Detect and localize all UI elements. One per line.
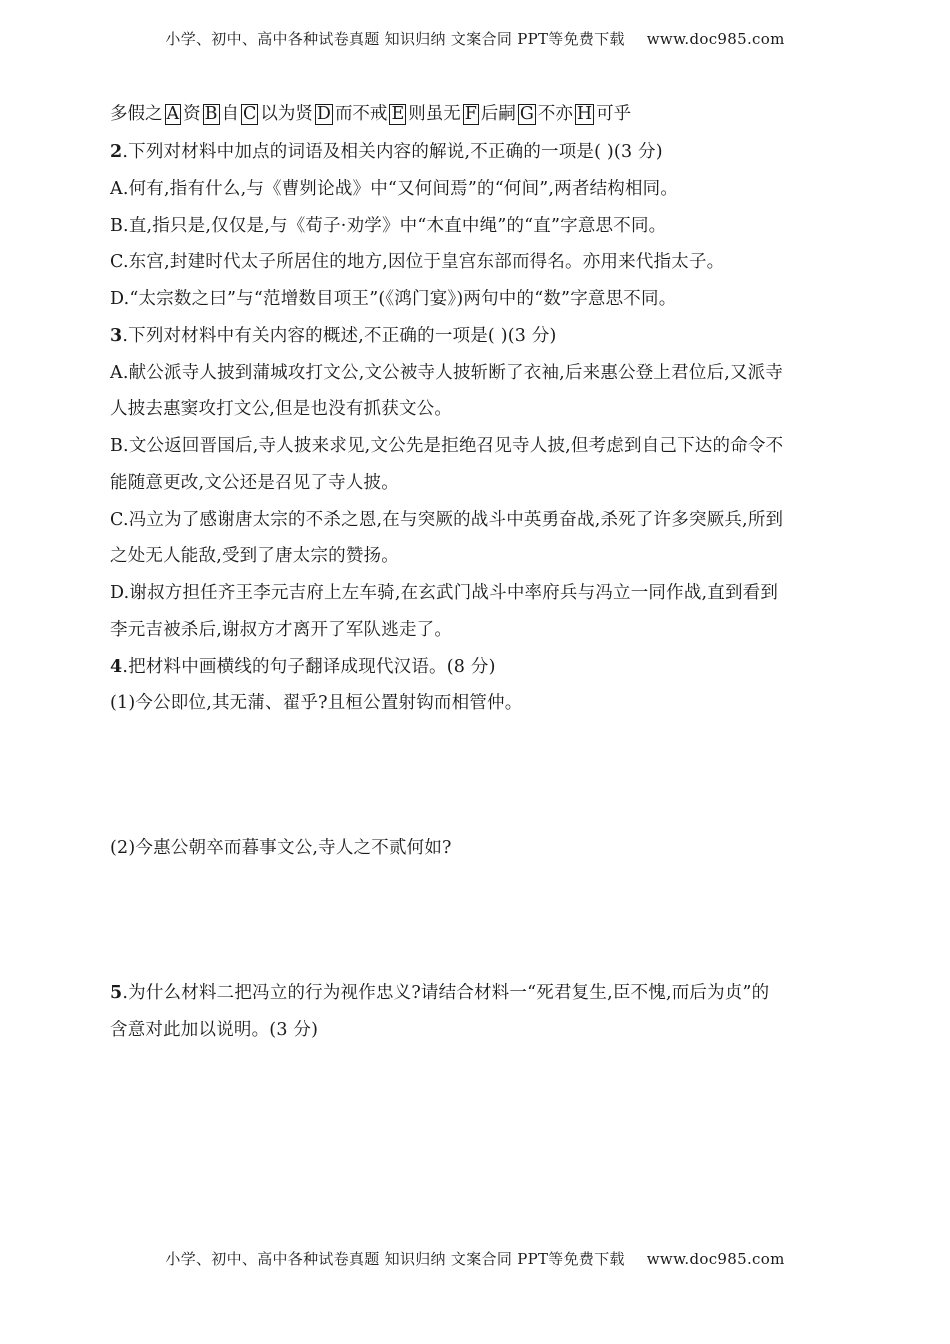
question-4-stem <box>110 655 496 679</box>
question-3-option-b-line2: 能随意更改,文公还是召见了寺人披。 <box>110 473 399 493</box>
break-marker-box: B <box>204 104 218 124</box>
text-segment: 可乎 <box>596 104 632 124</box>
question-4-sentence-1: (1)今公即位,其无蒲、翟乎?且桓公置射钩而相管仲。 <box>110 693 523 713</box>
question-text: .把材料中画横线的句子翻译成现代汉语。(8 分) <box>122 657 496 677</box>
question-2-option-a: A.何有,指有什么,与《曹刿论战》中“又何间焉”的“何间”,两者结构相同。 <box>110 179 679 199</box>
question-3-stem <box>110 324 557 348</box>
question-3-option-d-line2: 李元吉被杀后,谢叔方才离开了军队逃走了。 <box>110 620 453 640</box>
question-number: 2 <box>110 142 123 162</box>
break-marker-box: H <box>576 104 593 124</box>
break-marker-box: D <box>316 104 331 124</box>
text-segment: 不亦 <box>537 104 573 124</box>
question-4-sentence-2: (2)今惠公朝卒而暮事文公,寺人之不贰何如? <box>110 838 452 858</box>
question-3-option-c-line1: C.冯立为了感谢唐太宗的不杀之恩,在与突厥的战斗中英勇奋战,杀死了许多突厥兵,所到 <box>110 510 784 530</box>
question-2-stem <box>110 140 663 164</box>
footer-text: 小学、初中、高中各种试卷真题 知识归纳 文案合同 PPT等免费下载 <box>165 1250 625 1268</box>
question-text: .为什么材料二把冯立的行为视作忠义?请结合材料一“死君复生,臣不愧,而后为贞”的 <box>122 983 770 1003</box>
break-marker-box: A <box>166 104 180 124</box>
question-2-option-c: C.东宫,封建时代太子所居住的地方,因位于皇宫东部而得名。亦用来代指太子。 <box>110 252 725 272</box>
text-segment: 资 <box>183 104 201 124</box>
question-2-option-b: B.直,指只是,仅仅是,与《荀子·劝学》中“木直中绳”的“直”字意思不同。 <box>110 216 667 236</box>
page-footer <box>0 1248 950 1269</box>
break-marker-box: E <box>391 104 405 124</box>
header-text: 小学、初中、高中各种试卷真题 知识归纳 文案合同 PPT等免费下载 <box>165 30 625 48</box>
text-segment: 则虽无 <box>408 104 461 124</box>
question-2-option-d: D.“太宗数之曰”与“范增数目项王”(《鸿门宴》)两句中的“数”字意思不同。 <box>110 289 677 309</box>
question-number: 5 <box>110 983 123 1003</box>
question-number: 4 <box>110 657 123 677</box>
question-1-answer-line <box>110 102 631 126</box>
break-marker-box: F <box>464 104 477 124</box>
question-text: .下列对材料中加点的词语及相关内容的解说,不正确的一项是( )(3 分) <box>122 142 663 162</box>
question-number: 3 <box>110 326 123 346</box>
text-segment: 后嗣 <box>480 104 516 124</box>
question-text: .下列对材料中有关内容的概述,不正确的一项是( )(3 分) <box>122 326 557 346</box>
footer-site: www.doc985.com <box>646 1250 785 1268</box>
text-segment: 多假之 <box>110 104 163 124</box>
question-5-stem-line1 <box>110 981 769 1005</box>
page-header <box>0 28 950 49</box>
question-3-option-c-line2: 之处无人能敌,受到了唐太宗的赞扬。 <box>110 546 399 566</box>
text-segment: 自 <box>221 104 240 124</box>
question-3-option-d-line1: D.谢叔方担任齐王李元吉府上左车骑,在玄武门战斗中率府兵与冯立一同作战,直到看到 <box>110 583 779 603</box>
header-site: www.doc985.com <box>646 30 785 48</box>
question-5-stem-line2: 含意对此加以说明。(3 分) <box>110 1020 319 1040</box>
break-marker-box: G <box>519 104 534 124</box>
question-3-option-b-line1: B.文公返回晋国后,寺人披来求见,文公先是拒绝召见寺人披,但考虑到自己下达的命令不 <box>110 436 784 456</box>
text-segment: 而不戒 <box>334 104 388 124</box>
text-segment: 以为贤 <box>260 104 313 124</box>
break-marker-box: C <box>243 104 257 124</box>
question-3-option-a-line1: A.献公派寺人披到蒲城攻打文公,文公被寺人披斩断了衣袖,后来惠公登上君位后,又派寺 <box>110 363 784 383</box>
question-3-option-a-line2: 人披去惠窦攻打文公,但是也没有抓获文公。 <box>110 399 453 419</box>
